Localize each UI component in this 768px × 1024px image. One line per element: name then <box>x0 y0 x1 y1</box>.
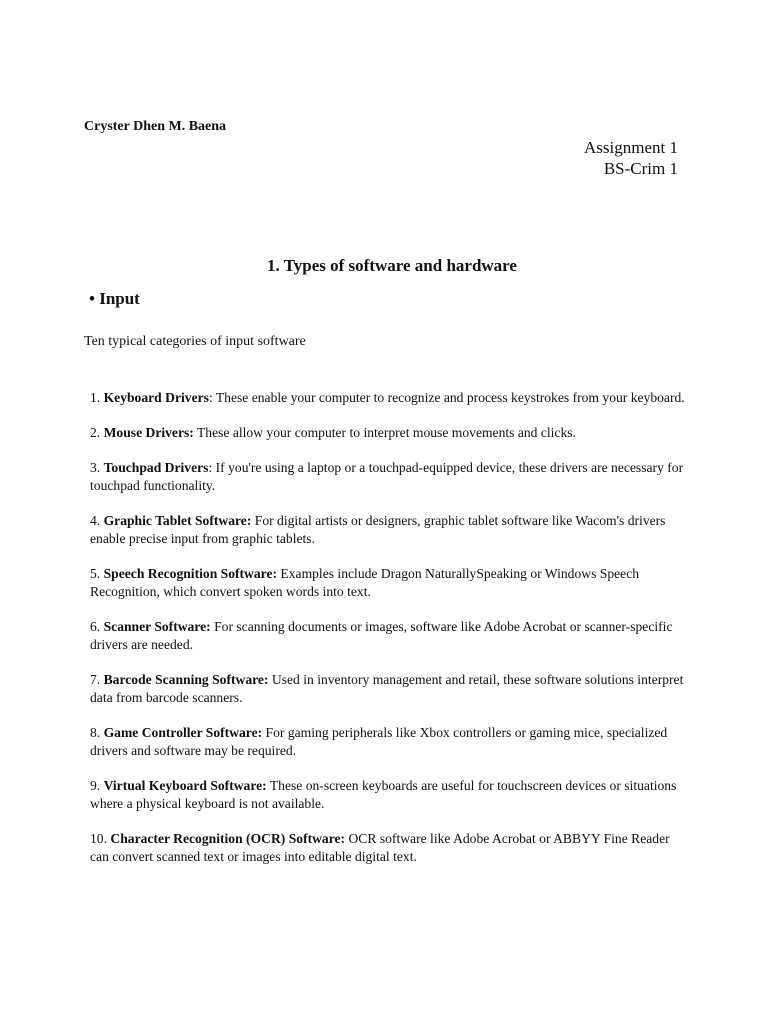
item-term: Touchpad Drivers <box>103 460 209 475</box>
item-term: Character Recognition (OCR) Software: <box>110 831 346 846</box>
item-term: Keyboard Drivers <box>103 390 209 405</box>
item-number: 5. <box>90 566 104 581</box>
list-item <box>90 777 686 813</box>
item-description: For gaming peripherals like Xbox controllers or gaming mice, specialized drivers and software may be required. <box>90 725 668 758</box>
item-number: 3. <box>90 460 104 475</box>
list-item <box>90 512 686 548</box>
software-list <box>90 389 686 883</box>
course-label: BS-Crim 1 <box>603 159 678 178</box>
intro-text: Ten typical categories of input software <box>84 334 306 349</box>
list-item <box>90 459 686 495</box>
item-term: Graphic Tablet Software: <box>103 513 252 528</box>
assignment-info <box>584 137 678 179</box>
section-title: 1. Types of software and hardware <box>267 256 517 275</box>
list-item <box>90 618 686 654</box>
item-description: OCR software like Adobe Acrobat or ABBYY Fine Reader can convert scanned text or images into editable digital text. <box>90 831 670 864</box>
author-name: Cryster Dhen M. Baena <box>84 119 227 134</box>
item-description: Used in inventory management and retail, these software solutions interpret data from barcode scanners. <box>90 672 684 705</box>
item-description: These allow your computer to interpret mouse movements and clicks. <box>193 425 576 440</box>
item-description: Examples include Dragon NaturallySpeaking or Windows Speech Recognition, which convert spoken words into text. <box>90 566 640 599</box>
item-description: These on-screen keyboards are useful for touchscreen devices or situations where a physical keyboard is not available. <box>90 778 677 811</box>
item-term: Speech Recognition Software: <box>103 566 278 581</box>
item-number: 2. <box>90 425 104 440</box>
item-number: 6. <box>90 619 104 634</box>
item-description: For digital artists or designers, graphic tablet software like Wacom's drivers enable precise input from graphic tablets. <box>90 513 666 546</box>
item-term: Virtual Keyboard Software: <box>103 778 267 793</box>
list-item <box>90 424 686 442</box>
list-item <box>90 565 686 601</box>
item-description: For scanning documents or images, software like Adobe Acrobat or scanner-specific drivers are needed. <box>90 619 673 652</box>
item-term: Scanner Software: <box>103 619 211 634</box>
list-item <box>90 724 686 760</box>
item-number: 10. <box>90 831 111 846</box>
section-subtitle: • Input <box>89 289 140 308</box>
item-term: Barcode Scanning Software: <box>103 672 269 687</box>
item-description: : If you're using a laptop or a touchpad-equipped device, these drivers are necessary for touchpad functionality. <box>90 460 684 493</box>
item-description: : These enable your computer to recognize and process keystrokes from your keyboard. <box>208 390 685 405</box>
list-item <box>90 389 686 407</box>
item-number: 1. <box>90 390 104 405</box>
item-number: 9. <box>90 778 104 793</box>
item-term: Game Controller Software: <box>103 725 263 740</box>
item-number: 4. <box>90 513 104 528</box>
item-number: 8. <box>90 725 104 740</box>
assignment-label: Assignment 1 <box>584 138 678 157</box>
item-number: 7. <box>90 672 104 687</box>
item-term: Mouse Drivers: <box>103 425 194 440</box>
list-item <box>90 671 686 707</box>
list-item <box>90 830 686 866</box>
